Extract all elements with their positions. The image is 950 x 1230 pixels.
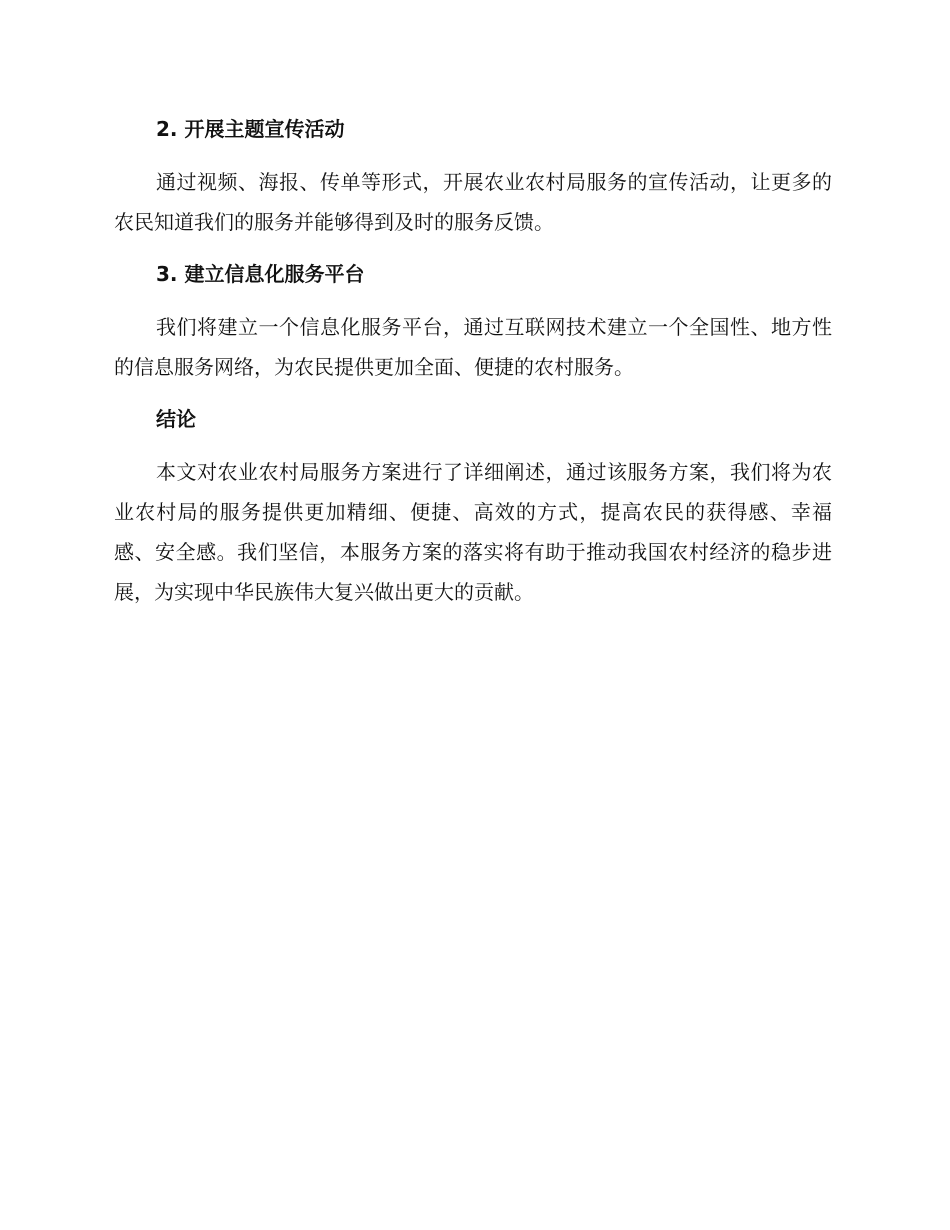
section-paragraph-promotion: 通过视频、海报、传单等形式，开展农业农村局服务的宣传活动，让更多的农民知道我们的服务并能够得到及时的服务反馈。	[114, 170, 832, 234]
document-body	[114, 113, 832, 612]
section-paragraph-conclusion: 本文对农业农村局服务方案进行了详细阐述，通过该服务方案，我们将为农业农村局的服务提供更加精细、便捷、高效的方式，提高农民的获得感、幸福感、安全感。我们坚信，本服务方案的落实将有助于推动我国农村经济的稳步进展，为实现中华民族伟大复兴做出更大的贡献。	[114, 460, 832, 604]
section-heading-promotion: 2. 开展主题宣传活动	[156, 117, 345, 141]
section-paragraph-platform: 我们将建立一个信息化服务平台，通过互联网技术建立一个全国性、地方性的信息服务网络，为农民提供更加全面、便捷的农村服务。	[114, 315, 832, 379]
section-heading-platform: 3. 建立信息化服务平台	[156, 262, 365, 286]
section-heading-conclusion: 结论	[156, 407, 196, 431]
